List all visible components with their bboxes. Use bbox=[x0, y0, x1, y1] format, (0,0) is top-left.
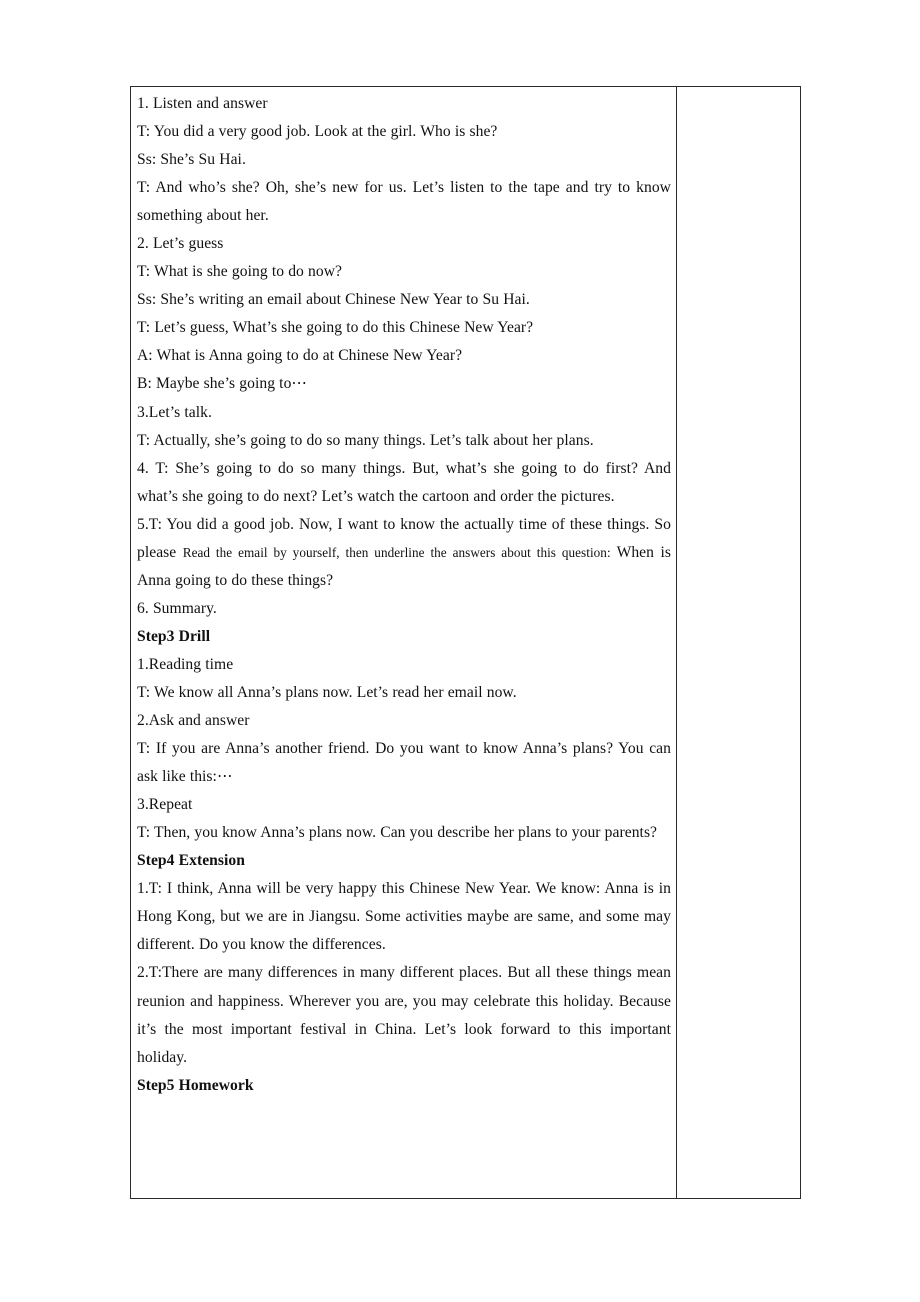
table-body bbox=[131, 87, 801, 1199]
lesson-line: 3.Repeat bbox=[137, 796, 193, 814]
lesson-line bbox=[137, 511, 671, 595]
lesson-line: 4. T: She’s going to do so many things. But, what’s she going to do first? And what’s she going to do next? Let’s watch the cartoon and order the pictures. bbox=[137, 459, 671, 505]
section-heading: Step4 Extension bbox=[137, 852, 245, 870]
lesson-line: 6. Summary. bbox=[137, 599, 217, 617]
ellipsis-glyph: ⋯ bbox=[291, 375, 308, 393]
lesson-line: 2.T:There are many differences in many different places. But all these things mean reunion and happiness. Wherever you are, you may celebrate this holiday. Because it’s the most important festival in China. Let’s look forward to this important holiday. bbox=[137, 964, 671, 1066]
notes-column-cell[interactable] bbox=[677, 87, 801, 1199]
lesson-line: Ss: She’s writing an email about Chinese New Year to Su Hai. bbox=[137, 291, 530, 309]
lesson-line: Ss: She’s Su Hai. bbox=[137, 151, 246, 169]
lesson-plan-table bbox=[130, 86, 801, 1199]
lesson-line: T: Then, you know Anna’s plans now. Can you describe her plans to your parents? bbox=[137, 824, 658, 842]
lesson-line: 1. Listen and answer bbox=[137, 95, 268, 112]
lesson-line: 1.Reading time bbox=[137, 655, 234, 673]
lesson-content-cell bbox=[131, 87, 677, 1199]
instruction-run: 5.T: You did a good job. Now, I want to know the actually time of these things. So please bbox=[137, 515, 671, 561]
lesson-line: B: Maybe she’s going to⋯ bbox=[137, 375, 308, 393]
lesson-line: A: What is Anna going to do at Chinese New Year? bbox=[137, 347, 463, 365]
lesson-line: T: What is she going to do now? bbox=[137, 263, 343, 281]
lesson-line: T: Let’s guess, What’s she going to do this Chinese New Year? bbox=[137, 319, 534, 337]
lesson-line: 1.T: I think, Anna will be very happy this Chinese New Year. We know: Anna is in Hong Kong, but we are in Jiangsu. Some activities maybe are same, and some may different. Do you know the differences. bbox=[137, 880, 671, 954]
section-heading: Step3 Drill bbox=[137, 627, 211, 645]
ellipsis-glyph: ⋯ bbox=[216, 768, 234, 786]
table-row bbox=[131, 87, 801, 1199]
lesson-line: T: You did a very good job. Look at the girl. Who is she? bbox=[137, 123, 498, 141]
lesson-line: T: And who’s she? Oh, she’s new for us. Let’s listen to the tape and try to know something about her. bbox=[137, 179, 671, 225]
lesson-body-text bbox=[137, 90, 671, 1100]
section-heading: Step5 Homework bbox=[137, 1076, 254, 1094]
lesson-line: 3.Let’s talk. bbox=[137, 403, 212, 421]
lesson-line: 2. Let’s guess bbox=[137, 235, 224, 253]
instruction-run: When is Anna going to do these things? bbox=[137, 543, 671, 589]
lesson-line: 2.Ask and answer bbox=[137, 712, 250, 730]
lesson-line: T: If you are Anna’s another friend. Do you want to know Anna’s plans? You can ask like this:⋯ bbox=[137, 740, 671, 786]
instruction-small-run: Read the email by yourself, then underline the answers about this question: bbox=[182, 544, 617, 560]
lesson-line: T: We know all Anna’s plans now. Let’s read her email now. bbox=[137, 683, 517, 701]
lesson-line: T: Actually, she’s going to do so many things. Let’s talk about her plans. bbox=[137, 431, 594, 449]
